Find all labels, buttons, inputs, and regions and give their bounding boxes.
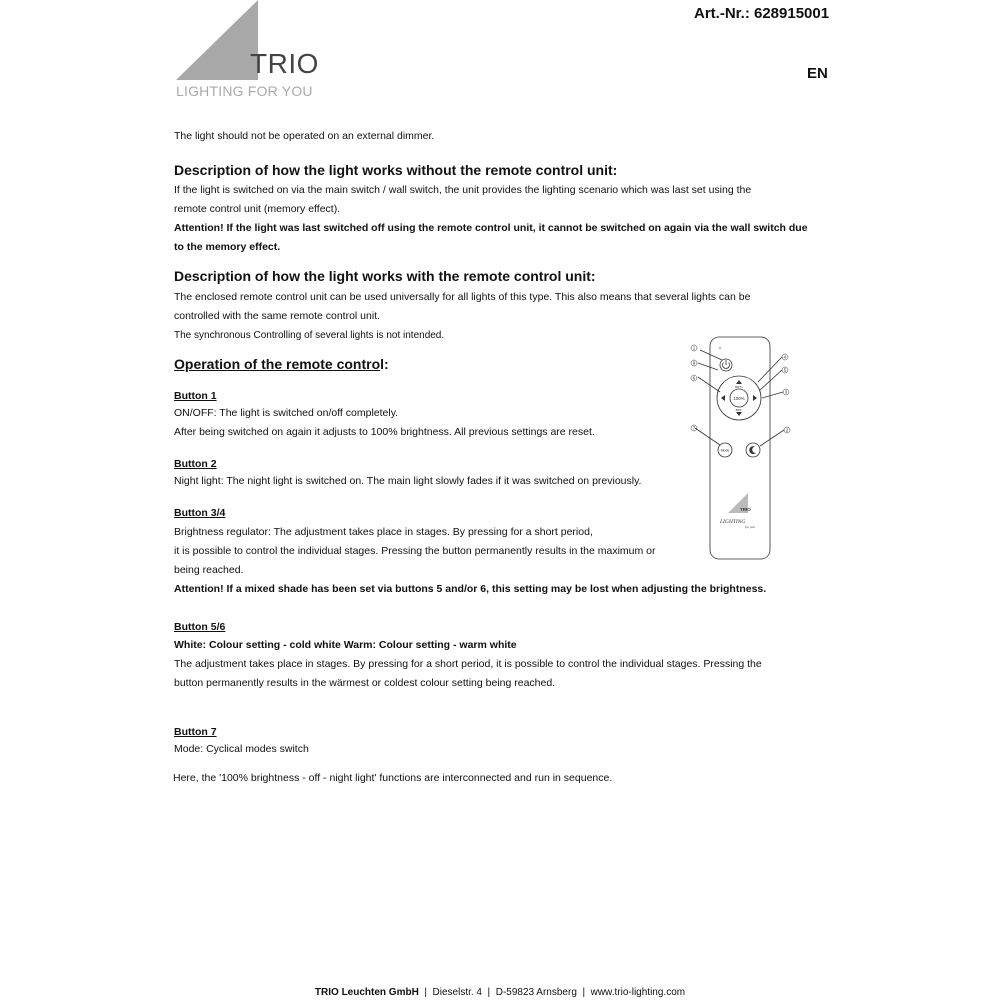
footer-sep-1: |: [421, 987, 430, 998]
button1-title: Button 1: [174, 390, 217, 402]
button34-line2: it is possible to control the individual stages. Pressing the button permanently results in the maximum or: [174, 545, 656, 557]
brt-up-label: BRT+: [735, 385, 743, 389]
button2-title: Button 2: [174, 458, 217, 470]
footer-sep-2: |: [484, 987, 493, 998]
button56-line2: button permanently results in the wärmest or coldest colour setting being reached.: [174, 677, 556, 689]
left-arrow-icon: [721, 395, 725, 401]
down-arrow-icon: [736, 412, 742, 416]
mode-label: Mode: [720, 448, 730, 453]
remote-logo-text: TRIO: [740, 507, 751, 512]
section1-heading: Description of how the light works without the remote control unit:: [174, 162, 618, 178]
section1-attention1: Attention! If the light was last switched off using the remote control unit, it cannot be switched on again via the wall switch due: [174, 222, 808, 234]
button34-attention: Attention! If a mixed shade has been set via buttons 5 and/or 6, this setting may be lost when adjusting the brightness.: [174, 583, 767, 595]
footer-web: www.trio-lighting.com: [590, 987, 686, 998]
operation-heading-underlined: Operation of the remote contro: [174, 356, 381, 372]
callout-7: 7: [692, 425, 696, 431]
language-code: EN: [807, 65, 828, 82]
center-label: 100%: [733, 396, 745, 401]
button1-line1: ON/OFF: The light is switched on/off completely.: [174, 407, 399, 419]
button1-line2: After being switched on again it adjusts to 100% brightness. All previous settings are reset.: [174, 426, 595, 438]
remote-logo-word: LIGHTING: [720, 519, 746, 525]
button56-subtitle: White: Colour setting - cold white Warm: Colour setting - warm white: [174, 639, 517, 651]
footer: [0, 987, 1000, 998]
footer-address: Dieselstr. 4: [432, 987, 482, 998]
moon-icon: [749, 446, 756, 454]
section2-line1: The enclosed remote control unit can be used universally for all lights of this type. This also means that several lights can be: [174, 291, 751, 303]
callout-1: 1: [692, 345, 696, 351]
section2-line2: controlled with the same remote control unit.: [174, 310, 381, 322]
trio-logo: [176, 0, 326, 100]
brt-down-label: BRT-: [735, 408, 743, 412]
callout-6: 6: [692, 375, 696, 381]
footer-city: D-59823 Arnsberg: [495, 987, 577, 998]
logo-triangle-icon: [176, 0, 258, 80]
operation-heading-rest: l:: [380, 356, 389, 372]
section1-line1: If the light is switched on via the main switch / wall switch, the unit provides the lighting scenario which was last set using the: [174, 184, 752, 196]
closing-text: Here, the '100% brightness - off - night light' functions are interconnected and run in sequence.: [173, 772, 613, 784]
intro-text: The light should not be operated on an external dimmer.: [174, 130, 435, 142]
button56-title: Button 5/6: [174, 621, 226, 633]
footer-sep-3: |: [579, 987, 588, 998]
callout-2: 2: [785, 427, 789, 433]
section2-heading: Description of how the light works with the remote control unit:: [174, 268, 596, 284]
button7-title: Button 7: [174, 726, 217, 738]
button34-line1: Brightness regulator: The adjustment takes place in stages. By pressing for a short period,: [174, 526, 593, 538]
article-number: Art.-Nr.: 628915001: [694, 5, 830, 22]
callout-4: 4: [783, 354, 787, 360]
button34-line3: being reached.: [174, 564, 244, 576]
right-arrow-icon: [753, 395, 757, 401]
button56-line1: The adjustment takes place in stages. By pressing for a short period, it is possible to control the individual stages. Pressing the: [174, 658, 762, 670]
callout-3: 3: [784, 389, 788, 395]
operation-heading: [174, 356, 389, 372]
night-button-icon: [746, 443, 760, 457]
up-arrow-icon: [736, 380, 742, 384]
remote-logo-sub: for you: [745, 525, 756, 529]
button7-line1: Mode: Cyclical modes switch: [174, 743, 309, 755]
remote-body: [710, 337, 770, 559]
logo-slogan: LIGHTING FOR YOU: [176, 83, 313, 99]
section1-line2: remote control unit (memory effect).: [174, 203, 341, 215]
callout-5: 5: [783, 367, 787, 373]
callout-8: 8: [692, 360, 696, 366]
logo-brand: TRIO: [250, 48, 319, 79]
button34-title: Button 3/4: [174, 507, 226, 519]
footer-company: TRIO Leuchten GmbH: [314, 987, 419, 998]
remote-control-illustration: [680, 330, 810, 570]
section1-attention2: to the memory effect.: [174, 241, 281, 253]
button2-line1: Night light: The night light is switched on. The main light slowly fades if it was switched on previously.: [174, 475, 642, 487]
section2-line3: The synchronous Controlling of several lights is not intended.: [174, 330, 445, 341]
